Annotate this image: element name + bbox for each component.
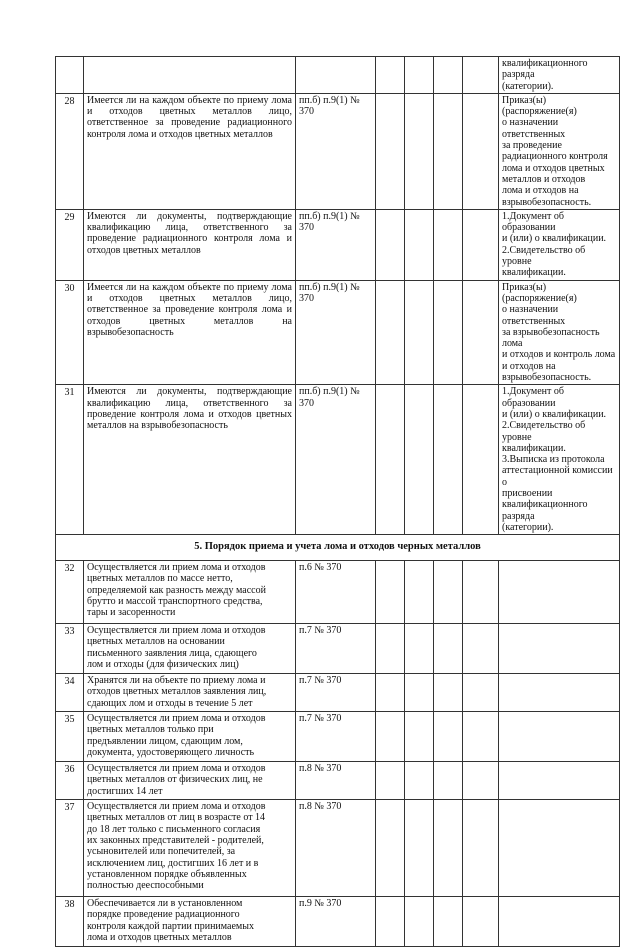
check-cell <box>405 561 434 624</box>
note-line: и (или) о квалификации. <box>502 408 607 420</box>
question-line: тары и засоренности <box>87 607 176 619</box>
note-line: 1.Документ об образовании <box>502 210 564 234</box>
question-line: контроля каждой партии принимаемых <box>87 920 254 932</box>
check-cell <box>463 624 499 674</box>
check-cell <box>434 280 463 385</box>
check-cell <box>434 561 463 624</box>
section-title: 5. Порядок приема и учета лома и отходов черных металлов <box>56 535 620 561</box>
note-line: квалификации. <box>502 442 566 454</box>
row-question: Имеется ли на каждом объекте по приему лома и отходов цветных металлов лицо, ответственное за проведение радиационного контроля лома и отходов цветных металлов <box>84 93 296 209</box>
note-cell <box>499 800 620 897</box>
checklist-table <box>55 56 620 947</box>
note-line: Приказ(ы) (распоряжение(я) <box>502 281 577 304</box>
row-question <box>84 674 296 712</box>
row-reference: пп.б) п.9(1) № 370 <box>296 93 376 209</box>
question-line: цветных металлов от физических лиц, не <box>87 774 263 786</box>
row-reference: п.6 № 370 <box>296 561 376 624</box>
note-line: 3.Выписка из протокола <box>502 454 605 466</box>
note-line: и отходов на <box>502 360 556 372</box>
question-line: до 18 лет только с письменного согласия <box>87 823 261 835</box>
row-reference: п.9 № 370 <box>296 897 376 947</box>
question-line: лом и отходы (для физических лиц) <box>87 659 239 671</box>
check-cell <box>405 800 434 897</box>
check-cell <box>405 93 434 209</box>
check-cell <box>463 561 499 624</box>
check-cell <box>376 209 405 280</box>
note-cell <box>499 674 620 712</box>
check-cell <box>405 712 434 762</box>
check-cell <box>376 93 405 209</box>
question-line: Осуществляется ли прием лома и отходов <box>87 625 266 637</box>
question-line: Осуществляется ли прием лома и отходов <box>87 763 266 775</box>
table-row <box>56 800 620 897</box>
row-question <box>84 712 296 762</box>
check-cell <box>405 897 434 947</box>
note-cell <box>499 561 620 624</box>
check-cell <box>376 561 405 624</box>
note-line: и отходов и контроль лома <box>502 349 616 361</box>
question-line: лома и отходов цветных металлов <box>87 932 232 944</box>
question-line: их законных представителей - родителей, <box>87 835 264 847</box>
row-question <box>84 624 296 674</box>
check-cell <box>434 897 463 947</box>
question-line: достигших 14 лет <box>87 785 163 797</box>
row-number: 33 <box>56 624 84 674</box>
note-cell <box>499 624 620 674</box>
check-cell <box>434 385 463 535</box>
check-cell <box>376 674 405 712</box>
row-question: Имеются ли документы, подтверждающие квалификацию лица, ответственного за проведение контроля лома и отходов цветных металлов на взрывобезопасность <box>84 385 296 535</box>
note-cell <box>499 280 620 385</box>
table-row <box>56 762 620 800</box>
table-row <box>56 385 620 535</box>
question-line: Хранятся ли на объекте по приему лома и <box>87 675 266 687</box>
question-line: Обеспечивается ли в установленном <box>87 898 243 910</box>
check-cell <box>376 762 405 800</box>
check-cell <box>376 800 405 897</box>
row-reference: п.7 № 370 <box>296 712 376 762</box>
question-line: цветных металлов на основании <box>87 636 225 648</box>
check-cell <box>376 624 405 674</box>
note-line: о назначении ответственных <box>502 304 566 327</box>
row-reference: п.8 № 370 <box>296 800 376 897</box>
check-cell <box>405 385 434 535</box>
note-line: металлов и отходов <box>502 173 586 185</box>
question-line: предъявлении лицом, сдающим лом, <box>87 735 243 747</box>
row-reference: п.8 № 370 <box>296 762 376 800</box>
check-cell <box>463 897 499 947</box>
question-line: документа, удостоверяющего личность <box>87 747 255 759</box>
question-line: исключением лиц, достигших 16 лет и в <box>87 857 259 869</box>
row-number: 38 <box>56 897 84 947</box>
row-number: 32 <box>56 561 84 624</box>
check-cell <box>434 762 463 800</box>
section-header-row <box>56 535 620 561</box>
note-line: взрывобезопасность. <box>502 196 592 208</box>
check-cell <box>463 800 499 897</box>
note-cell <box>499 712 620 762</box>
table-row <box>56 712 620 762</box>
question-line: усыновителей или попечителей, за <box>87 846 236 858</box>
table-row <box>56 624 620 674</box>
note-cell <box>499 385 620 535</box>
note-cell <box>499 57 620 94</box>
check-cell <box>376 280 405 385</box>
row-question <box>84 561 296 624</box>
row-question <box>84 762 296 800</box>
note-line: за взрывобезопасность лома <box>502 326 600 350</box>
table-row <box>56 93 620 209</box>
row-question <box>84 897 296 947</box>
check-cell <box>463 712 499 762</box>
row-number: 35 <box>56 712 84 762</box>
question-line: Осуществляется ли прием лома и отходов <box>87 801 266 813</box>
question-line: цветных металлов от лиц в возрасте от 14 <box>87 812 266 824</box>
row-reference: п.7 № 370 <box>296 674 376 712</box>
check-cell <box>405 209 434 280</box>
table-row-fragment <box>56 57 620 94</box>
note-line: лома и отходов на <box>502 185 579 197</box>
check-cell <box>376 897 405 947</box>
note-cell <box>499 762 620 800</box>
note-line: о назначении ответственных <box>502 117 566 140</box>
row-reference: пп.б) п.9(1) № 370 <box>296 209 376 280</box>
question-line: Осуществляется ли прием лома и отходов <box>87 713 266 725</box>
table-row <box>56 897 620 947</box>
row-number: 31 <box>56 385 84 535</box>
note-line: 2.Свидетельство об уровне <box>502 244 586 268</box>
question-line: цветных металлов только при <box>87 724 214 736</box>
row-question: Имеются ли документы, подтверждающие квалификацию лица, ответственного за проведение радиационного контроля лома и отходов цветных металлов <box>84 209 296 280</box>
note-line: присвоении <box>502 487 553 499</box>
note-line: (категории). <box>502 521 554 533</box>
question-line: порядке проведение радиационного <box>87 909 240 921</box>
check-cell <box>434 209 463 280</box>
check-cell <box>434 674 463 712</box>
note-line: 2.Свидетельство об уровне <box>502 420 586 443</box>
check-cell <box>405 762 434 800</box>
table-row <box>56 209 620 280</box>
note-line: радиационного контроля <box>502 151 608 163</box>
row-number: 34 <box>56 674 84 712</box>
note-line: взрывобезопасность. <box>502 372 592 384</box>
check-cell <box>463 385 499 535</box>
note-line: квалификационного разряда <box>502 58 588 81</box>
question-line: полностью дееспособными <box>87 880 204 892</box>
question-line: установленном порядке объявленных <box>87 868 247 880</box>
check-cell <box>463 93 499 209</box>
check-cell <box>434 800 463 897</box>
question-line: Осуществляется ли прием лома и отходов <box>87 562 266 574</box>
table-row <box>56 561 620 624</box>
question-line: отходов цветных металлов заявления лиц, <box>87 686 267 698</box>
question-line: сдающих лом и отходы в течение 5 лет <box>87 697 253 709</box>
question-line: цветных металлов по массе нетто, <box>87 573 233 585</box>
check-cell <box>463 674 499 712</box>
row-question <box>84 800 296 897</box>
note-line: за проведение <box>502 140 562 152</box>
row-question: Имеется ли на каждом объекте по приему лома и отходов цветных металлов лицо, ответственное за проведение контроля лома и отходов цветных металлов на взрывобезопасность <box>84 280 296 385</box>
row-number: 36 <box>56 762 84 800</box>
row-reference: пп.б) п.9(1) № 370 <box>296 280 376 385</box>
check-cell <box>376 385 405 535</box>
question-line: письменного заявления лица, сдающего <box>87 647 257 659</box>
question-line: брутто и массой транспортного средства, <box>87 596 263 608</box>
check-cell <box>405 280 434 385</box>
check-cell <box>463 280 499 385</box>
note-cell <box>499 897 620 947</box>
note-line: (категории). <box>502 80 554 92</box>
note-line: аттестационной комиссии о <box>502 465 613 488</box>
row-number: 28 <box>56 93 84 209</box>
row-reference: п.7 № 370 <box>296 624 376 674</box>
row-number: 29 <box>56 209 84 280</box>
check-cell <box>463 762 499 800</box>
note-cell <box>499 93 620 209</box>
check-cell <box>376 712 405 762</box>
note-line: квалификации. <box>502 267 566 279</box>
note-line: лома и отходов цветных <box>502 162 605 174</box>
note-line: Приказ(ы) (распоряжение(я) <box>502 94 577 118</box>
note-line: квалификационного разряда <box>502 499 588 522</box>
check-cell <box>463 209 499 280</box>
row-number: 37 <box>56 800 84 897</box>
table-row <box>56 674 620 712</box>
check-cell <box>434 93 463 209</box>
question-line: определяемой как разность между массой <box>87 584 266 596</box>
check-cell <box>434 624 463 674</box>
check-cell <box>405 624 434 674</box>
table-row <box>56 280 620 385</box>
row-number: 30 <box>56 280 84 385</box>
check-cell <box>434 712 463 762</box>
row-reference: пп.б) п.9(1) № 370 <box>296 385 376 535</box>
note-line: и (или) о квалификации. <box>502 233 607 245</box>
check-cell <box>405 674 434 712</box>
note-cell <box>499 209 620 280</box>
note-line: 1.Документ об образовании <box>502 386 564 409</box>
